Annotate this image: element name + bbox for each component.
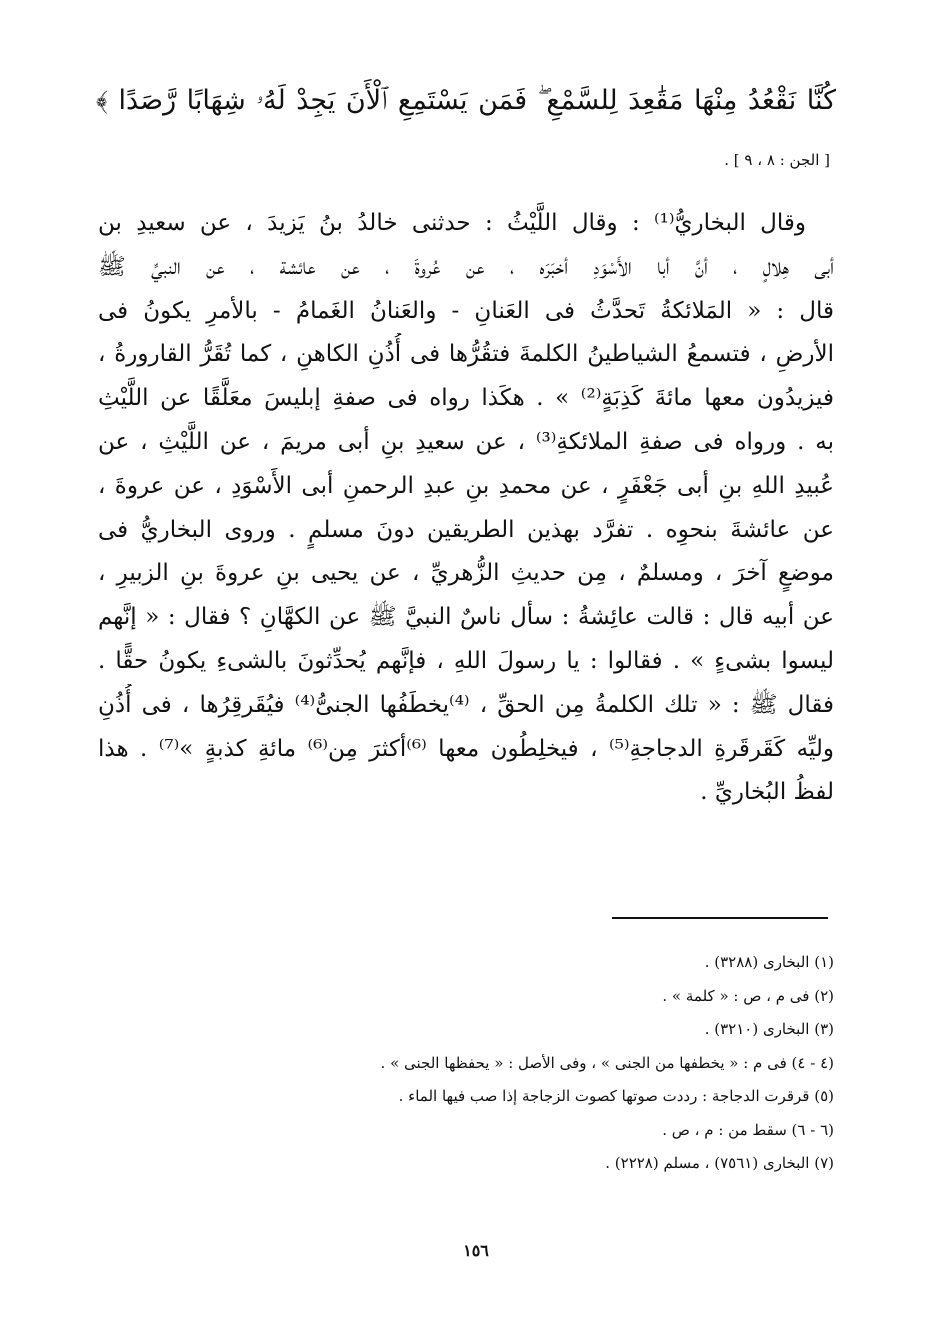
footnote-item: (٣) البخارى (٣٢١٠) . [704, 1020, 834, 1038]
page-number: ١٥٦ [463, 1241, 489, 1260]
text-line: وليِّه كَقَرقَرةِ الدجاجةِ⁽⁵⁾ ، فيخلِطُون معها ⁽⁶⁾أكثرَ مِن⁽⁶⁾ مائةِ كذبةٍ »⁽⁷⁾ . هذا [98, 735, 834, 762]
footnote-item: (٥) قرقرت الدجاجة : رددت صوتها كصوت الزجاجة إذا صب فيها الماء . [398, 1087, 834, 1105]
footnote-separator [612, 917, 828, 919]
text-line: به . ورواه فى صفةِ الملائكةِ⁽³⁾ ، عن سعيدِ بنِ أبى مريمَ ، عن اللَّيْثِ ، عن [98, 428, 834, 455]
text-line: عُبيدِ اللهِ بنِ أبى جَعْفَرٍ ، عن محمدِ بنِ عبدِ الرحمنِ أبى الأَسْوَدِ ، عن عروةَ ، [98, 472, 834, 499]
text-line: وقال البخاريُّ⁽¹⁾ : وقال اللَّيْثُ : حدثنى خالدُ بنُ يَزيدَ ، عن سعيدِ بن [98, 210, 806, 236]
text-line: موضعٍ آخرَ ، ومسلمٌ ، مِن حديثِ الزُّهريِّ ، عن يحيى بنِ عروةَ بنِ الزبيرِ ، [98, 560, 834, 587]
footnote-item: (٢) فى م ، ص : « كلمة » . [662, 986, 834, 1005]
footnote-item: (١) البخارى (٣٢٨٨) . [704, 953, 834, 971]
text-line: لفظُ البُخاريِّ . [700, 779, 834, 806]
quran-verse: كُنَّا نَقْعُدُ مِنْهَا مَقَٰعِدَ لِلسَّمْعِ ۖ فَمَن يَسْتَمِعِ ٱلْأَنَ يَجِدْ لَهُۥ شِهَابًا رَّصَدًا ﴾ [96, 85, 836, 116]
main-text [98, 202, 834, 815]
text-line: الأرضِ ، فتسمعُ الشياطينُ الكلمةَ فتقُرُّها فى أُذُنِ الكاهنِ ، كما تُقَرُّ القارورةُ ، [98, 341, 834, 368]
footnote-item: (٧) البخارى (٧٥٦١) ، مسلم (٢٢٢٨) . [605, 1154, 834, 1172]
verse-reference: [ الجن : ٨ ، ٩ ] . [724, 151, 830, 169]
text-line: فيزيدُون معها مائةَ كَذِبَةٍ⁽²⁾ » . هكَذا رواه فى صفةِ إبليسَ معَلَّقًا عن اللَّيْثِ [98, 385, 834, 412]
footnote-item: (٤ - ٤) فى م : « يخطفها من الجنى » ، وفى الأصل : « يحفظها الجنى » . [380, 1053, 834, 1072]
text-line: ليسوا بشىءٍ » . فقالوا : يا رسولَ اللهِ ، فإنَّهم يُحدِّثونَ بالشىءِ يكونُ حقًّا . [98, 647, 834, 674]
text-line: أبى هِلالٍ ، أنَّ أبا الأَسْوَدِ أخبَرَه ، عن عُروةَ ، عن عائشة ، عن النبيِّ ﷺ [98, 253, 834, 280]
text-line: عن عائشةَ بنحوِه . تفرَّد بهذين الطريقين دونَ مسلمٍ . وروى البخاريُّ فى [98, 516, 834, 543]
footnotes [134, 946, 834, 1181]
text-line: قال : « المَلائكةُ تَحدَّثُ فى العَنانِ - والعَنانُ الغَمامُ - بالأمرِ يكونُ فى [98, 297, 834, 324]
footnote-item: (٦ - ٦) سقط من : م ، ص . [662, 1120, 834, 1139]
text-line: عن أبيه قال : قالت عائِشةُ : سأل ناسٌ النبيَّ ﷺ عن الكهَّانِ ؟ فقال : « إنَّهم [98, 604, 834, 631]
text-line: فقال ﷺ : « تلك الكلمةُ مِن الحقِّ ، ⁽⁴⁾يخطَفُها الجنىُّ⁽⁴⁾ فيُقَرقِرُها ، فى أُذُنِ [98, 691, 834, 718]
